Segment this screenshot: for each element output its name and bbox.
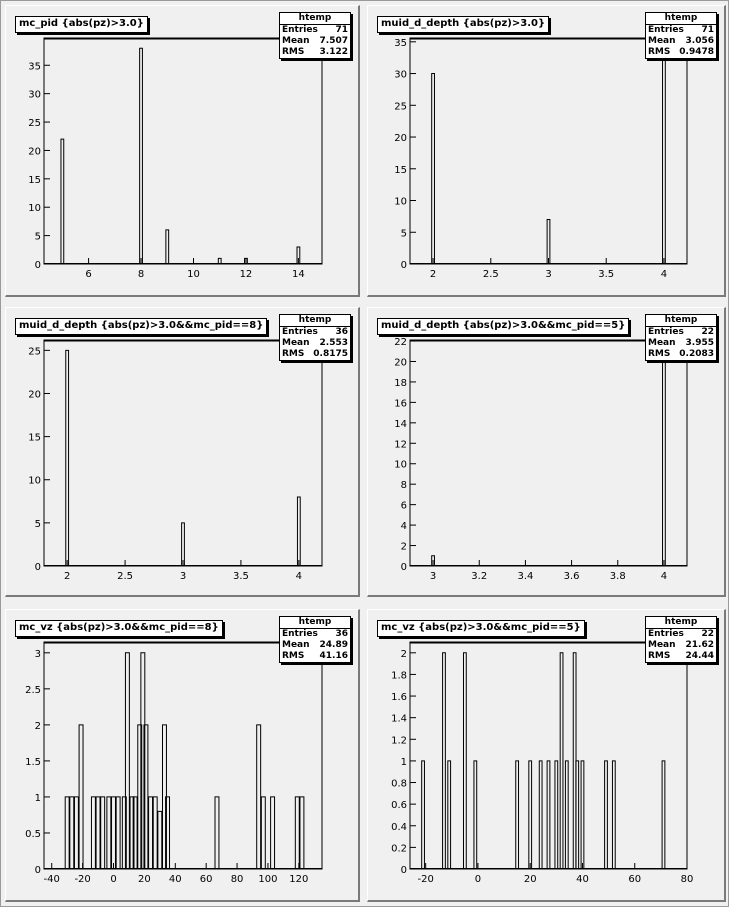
stats-value: 71 bbox=[335, 25, 348, 35]
x-tick-label: 80 bbox=[680, 874, 694, 885]
y-tick-label: 5 bbox=[34, 518, 41, 530]
stats-box bbox=[645, 314, 717, 361]
stats-value: 41.16 bbox=[319, 651, 348, 661]
stats-label: Mean bbox=[648, 36, 676, 46]
y-tick-label: 1.5 bbox=[25, 756, 41, 768]
stats-label: Mean bbox=[648, 338, 676, 348]
histogram-pad-4[interactable] bbox=[367, 307, 726, 597]
x-tick-label: 3.4 bbox=[517, 571, 534, 582]
y-tick-label: 22 bbox=[394, 337, 407, 349]
y-tick-label: 15 bbox=[28, 174, 41, 186]
histogram-title: muid_d_depth {abs(pz)>3.0&&mc_pid==5} bbox=[377, 318, 629, 335]
stats-row-mean bbox=[280, 338, 350, 349]
y-tick-label: 1.4 bbox=[391, 713, 407, 725]
x-tick-label: 6 bbox=[85, 269, 92, 280]
x-tick-label: 3 bbox=[179, 571, 187, 582]
stats-row-rms bbox=[280, 349, 350, 360]
x-tick-label: 100 bbox=[258, 874, 278, 885]
y-tick-label: 20 bbox=[28, 389, 41, 401]
y-tick-label: 0.8 bbox=[391, 778, 407, 790]
x-tick-label: 3.5 bbox=[598, 269, 615, 280]
stats-value: 24.44 bbox=[685, 651, 714, 661]
stats-header: htemp bbox=[280, 13, 350, 25]
stats-header: htemp bbox=[646, 13, 716, 25]
stats-value: 36 bbox=[335, 327, 348, 337]
stats-row-entries bbox=[646, 25, 716, 36]
stats-label: RMS bbox=[648, 47, 671, 57]
stats-label: Entries bbox=[282, 327, 318, 337]
y-tick-label: 25 bbox=[28, 346, 41, 358]
x-tick-label: -20 bbox=[74, 874, 91, 885]
stats-value: 3.122 bbox=[319, 47, 348, 57]
stats-value: 2.553 bbox=[319, 338, 348, 348]
y-tick-label: 8 bbox=[400, 480, 407, 492]
plot-frame bbox=[410, 642, 687, 869]
histogram-title: mc_vz {abs(pz)>3.0&&mc_pid==8} bbox=[15, 620, 223, 637]
y-tick-label: 0 bbox=[400, 865, 407, 876]
x-tick-label: 120 bbox=[289, 874, 309, 885]
x-tick-label: 4 bbox=[295, 571, 303, 582]
x-tick-label: 40 bbox=[168, 874, 182, 885]
stats-row-mean bbox=[280, 640, 350, 651]
plot-frame bbox=[44, 642, 322, 869]
stats-label: RMS bbox=[648, 651, 671, 661]
stats-box bbox=[645, 12, 717, 59]
y-tick-label: 2 bbox=[34, 720, 41, 732]
y-tick-label: 25 bbox=[394, 101, 407, 113]
y-tick-label: 0 bbox=[400, 562, 407, 573]
histogram-pad-2[interactable] bbox=[367, 5, 726, 297]
x-tick-label: 60 bbox=[628, 874, 642, 885]
y-tick-label: 20 bbox=[394, 133, 407, 145]
stats-header: htemp bbox=[280, 617, 350, 629]
stats-box bbox=[279, 616, 351, 663]
histogram-title: mc_vz {abs(pz)>3.0&&mc_pid==5} bbox=[377, 620, 585, 637]
y-tick-label: 15 bbox=[28, 432, 41, 444]
x-tick-label: -40 bbox=[43, 874, 60, 885]
histogram-pad-3[interactable] bbox=[5, 307, 360, 597]
y-tick-label: 1.8 bbox=[391, 670, 407, 682]
histogram-pad-1[interactable] bbox=[5, 5, 360, 297]
plot-frame bbox=[410, 340, 687, 566]
x-tick-label: 3 bbox=[545, 269, 552, 280]
stats-label: Entries bbox=[282, 629, 318, 639]
x-tick-label: 3 bbox=[429, 571, 437, 582]
x-tick-label: 12 bbox=[239, 269, 253, 280]
y-tick-label: 18 bbox=[394, 377, 407, 389]
y-tick-label: 25 bbox=[28, 118, 41, 130]
stats-header: htemp bbox=[646, 315, 716, 327]
x-tick-label: 20 bbox=[523, 874, 537, 885]
stats-label: Entries bbox=[648, 629, 684, 639]
x-tick-label: 3.8 bbox=[609, 571, 626, 582]
x-tick-label: 4 bbox=[660, 269, 668, 280]
stats-row-mean bbox=[646, 36, 716, 47]
stats-label: RMS bbox=[648, 349, 671, 359]
y-tick-label: 0.6 bbox=[391, 800, 407, 812]
stats-box bbox=[279, 12, 351, 59]
stats-label: RMS bbox=[282, 349, 305, 359]
x-tick-label: 80 bbox=[230, 874, 244, 885]
stats-label: RMS bbox=[282, 47, 305, 57]
x-tick-label: 2 bbox=[63, 571, 71, 582]
y-tick-label: 3 bbox=[34, 648, 41, 660]
x-tick-label: 2 bbox=[429, 269, 437, 280]
y-tick-label: 20 bbox=[28, 146, 41, 158]
y-tick-label: 2 bbox=[400, 541, 407, 553]
stats-header: htemp bbox=[280, 315, 350, 327]
stats-label: Entries bbox=[282, 25, 318, 35]
stats-row-entries bbox=[646, 629, 716, 640]
stats-header: htemp bbox=[646, 617, 716, 629]
y-tick-label: 1.2 bbox=[391, 735, 407, 747]
stats-box bbox=[279, 314, 351, 361]
y-tick-label: 14 bbox=[394, 418, 407, 430]
y-tick-label: 0.5 bbox=[25, 828, 41, 840]
stats-value: 21.62 bbox=[685, 640, 714, 650]
stats-row-rms bbox=[280, 47, 350, 58]
y-tick-label: 15 bbox=[394, 164, 407, 176]
x-tick-label: 2.5 bbox=[482, 269, 499, 280]
y-tick-label: 5 bbox=[400, 228, 407, 240]
stats-value: 24.89 bbox=[319, 640, 348, 650]
stats-value: 3.056 bbox=[685, 36, 714, 46]
stats-label: Mean bbox=[282, 36, 310, 46]
plot-frame bbox=[44, 38, 322, 264]
y-tick-label: 12 bbox=[394, 439, 407, 451]
stats-row-mean bbox=[280, 36, 350, 47]
y-tick-label: 0 bbox=[34, 260, 41, 271]
x-tick-label: 2.5 bbox=[117, 571, 134, 582]
x-tick-label: 14 bbox=[292, 269, 305, 280]
y-tick-label: 30 bbox=[394, 69, 407, 81]
y-tick-label: 2.5 bbox=[25, 684, 41, 696]
stats-row-entries bbox=[646, 327, 716, 338]
y-tick-label: 0 bbox=[34, 562, 41, 573]
x-tick-label: 10 bbox=[187, 269, 200, 280]
y-tick-label: 0 bbox=[400, 260, 407, 271]
stats-row-rms bbox=[646, 349, 716, 360]
y-tick-label: 10 bbox=[28, 203, 41, 215]
y-tick-label: 35 bbox=[28, 61, 41, 73]
stats-label: Mean bbox=[282, 640, 310, 650]
stats-value: 22 bbox=[701, 327, 714, 337]
y-tick-label: 10 bbox=[394, 196, 407, 208]
stats-value: 0.8175 bbox=[313, 349, 348, 359]
stats-row-entries bbox=[280, 327, 350, 338]
x-tick-label: 0 bbox=[110, 874, 117, 885]
stats-value: 0.9478 bbox=[679, 47, 714, 57]
stats-row-rms bbox=[646, 651, 716, 662]
y-tick-label: 2 bbox=[400, 648, 407, 660]
y-tick-label: 10 bbox=[28, 475, 41, 487]
stats-box bbox=[645, 616, 717, 663]
y-tick-label: 30 bbox=[28, 89, 41, 101]
x-tick-label: 3.6 bbox=[563, 571, 580, 582]
stats-value: 22 bbox=[701, 629, 714, 639]
histogram-pad-5[interactable] bbox=[5, 609, 360, 902]
stats-label: RMS bbox=[282, 651, 305, 661]
y-tick-label: 20 bbox=[394, 357, 407, 369]
y-tick-label: 10 bbox=[394, 459, 407, 471]
y-tick-label: 1.6 bbox=[391, 692, 407, 704]
x-tick-label: 20 bbox=[138, 874, 151, 885]
stats-row-rms bbox=[280, 651, 350, 662]
plot-frame bbox=[44, 340, 322, 566]
x-tick-label: 60 bbox=[199, 874, 213, 885]
y-tick-label: 1 bbox=[400, 756, 407, 768]
x-tick-label: 0 bbox=[474, 874, 482, 885]
histogram-title: muid_d_depth {abs(pz)>3.0&&mc_pid==8} bbox=[15, 318, 267, 335]
y-tick-label: 5 bbox=[34, 231, 41, 243]
y-tick-label: 1 bbox=[34, 792, 41, 804]
y-tick-label: 0.4 bbox=[391, 821, 407, 833]
stats-label: Entries bbox=[648, 25, 684, 35]
histogram-title: muid_d_depth {abs(pz)>3.0} bbox=[377, 16, 549, 33]
x-tick-label: 40 bbox=[576, 874, 589, 885]
histogram-title: mc_pid {abs(pz)>3.0} bbox=[15, 16, 148, 33]
stats-row-mean bbox=[646, 640, 716, 651]
x-tick-label: 3.5 bbox=[232, 571, 249, 582]
stats-value: 3.955 bbox=[685, 338, 714, 348]
histogram-pad-6[interactable] bbox=[367, 609, 726, 902]
stats-row-rms bbox=[646, 47, 716, 58]
y-tick-label: 4 bbox=[400, 521, 407, 533]
stats-value: 0.2083 bbox=[679, 349, 714, 359]
y-tick-label: 6 bbox=[400, 500, 407, 512]
y-tick-label: 0 bbox=[34, 865, 41, 876]
stats-label: Entries bbox=[648, 327, 684, 337]
y-tick-label: 35 bbox=[394, 37, 407, 49]
stats-row-mean bbox=[646, 338, 716, 349]
x-tick-label: 3.2 bbox=[471, 571, 488, 582]
stats-value: 71 bbox=[701, 25, 714, 35]
y-tick-label: 16 bbox=[394, 398, 407, 410]
y-tick-label: 0.2 bbox=[391, 843, 407, 855]
stats-row-entries bbox=[280, 629, 350, 640]
stats-label: Mean bbox=[648, 640, 676, 650]
stats-label: Mean bbox=[282, 338, 310, 348]
plot-frame bbox=[410, 38, 687, 264]
x-tick-label: 4 bbox=[660, 571, 668, 582]
stats-value: 36 bbox=[335, 629, 348, 639]
x-tick-label: -20 bbox=[417, 874, 434, 885]
stats-row-entries bbox=[280, 25, 350, 36]
stats-value: 7.507 bbox=[319, 36, 348, 46]
x-tick-label: 8 bbox=[137, 269, 145, 280]
